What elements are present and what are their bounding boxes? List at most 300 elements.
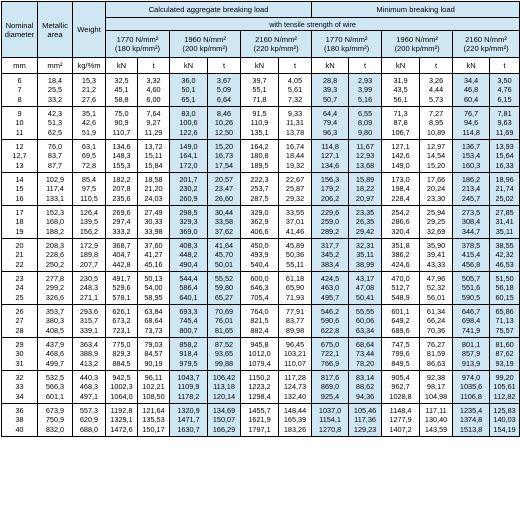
table-cell xyxy=(382,371,420,404)
table-cell xyxy=(382,272,420,305)
cell-value: 7,32 xyxy=(287,94,303,104)
cell-value: 962,7 xyxy=(391,382,410,392)
table-cell xyxy=(420,404,453,437)
table-cell xyxy=(73,338,106,371)
cell-value: 884,5 xyxy=(112,358,131,368)
cell-value: 50,13 xyxy=(144,273,163,283)
cell-value: 857,9 xyxy=(461,349,481,359)
cell-value: 20,24 xyxy=(426,184,446,194)
table-cell xyxy=(490,74,520,107)
cell-value: 25,94 xyxy=(426,207,446,217)
table-cell xyxy=(73,272,106,305)
cell-value: 173,0 xyxy=(391,174,410,184)
cell-value: 81,65 xyxy=(214,325,234,335)
cell-value: 122,6 xyxy=(179,127,198,137)
cell-value: 27 xyxy=(15,316,24,326)
table-cell xyxy=(279,173,312,206)
cell-value: 41,64 xyxy=(214,240,234,250)
table-cell xyxy=(38,140,73,173)
table-cell xyxy=(170,371,208,404)
cell-value: 15,20 xyxy=(426,160,446,170)
cell-value: 351,8 xyxy=(391,240,410,250)
cell-value: 112,82 xyxy=(493,391,516,401)
cell-value: 26 xyxy=(15,306,24,316)
cell-value: 640,1 xyxy=(179,292,198,302)
cell-value: 1223,2 xyxy=(248,382,271,392)
cell-value: 15,11 xyxy=(144,151,163,161)
cell-value: 183,26 xyxy=(283,424,307,434)
cell-value: 35,11 xyxy=(356,250,374,260)
cell-value: 490,4 xyxy=(179,259,198,269)
cell-value: 317,7 xyxy=(320,240,340,250)
cell-value: 566,3 xyxy=(45,382,65,392)
cell-value: 50,01 xyxy=(214,259,234,269)
cell-value: 106,42 xyxy=(212,372,236,382)
cell-value: 188,2 xyxy=(45,226,65,236)
cell-value: 148,44 xyxy=(283,405,307,415)
cell-value: 45,70 xyxy=(214,250,234,260)
cell-value: 10,26 xyxy=(214,118,234,128)
cell-value: 59,80 xyxy=(214,283,234,293)
table-cell xyxy=(241,239,279,272)
table-cell xyxy=(279,239,312,272)
table-cell xyxy=(138,173,170,206)
cell-value: 298,5 xyxy=(179,207,198,217)
cell-value: 55,55 xyxy=(355,306,375,316)
table-row xyxy=(2,107,520,140)
grade-strength-kp: (220 kp/mm²) xyxy=(463,44,509,53)
cell-value: 45,16 xyxy=(144,259,163,269)
cell-value: 18,4 xyxy=(47,75,63,85)
table-cell xyxy=(490,371,520,404)
cell-value: 63,84 xyxy=(144,306,163,316)
cell-value: 1035,6 xyxy=(459,382,483,392)
cell-value: 228,6 xyxy=(45,250,65,260)
cell-value: 69,5 xyxy=(81,151,97,161)
table-cell xyxy=(453,404,490,437)
cell-value: 96,45 xyxy=(285,339,305,349)
cell-value: 89,98 xyxy=(285,325,305,335)
cell-value: 821,5 xyxy=(250,316,269,326)
table-cell xyxy=(106,206,138,239)
cell-value: 51,9 xyxy=(81,127,97,137)
cell-value: 133,1 xyxy=(45,193,65,203)
cell-value: 108,50 xyxy=(142,391,165,401)
unit-cell: t xyxy=(208,58,241,74)
table-cell xyxy=(106,107,138,140)
cell-value: 646,7 xyxy=(461,306,481,316)
cell-value: 3,32 xyxy=(146,75,161,85)
cell-value: 404,7 xyxy=(112,250,131,260)
table-row xyxy=(2,272,520,305)
table-cell xyxy=(38,338,73,371)
cell-value: 70,69 xyxy=(214,306,234,316)
cell-value: 1043,7 xyxy=(177,372,200,382)
table-cell xyxy=(2,371,38,404)
table-cell xyxy=(2,74,38,107)
cell-value: 23,30 xyxy=(426,193,446,203)
cell-value: 56,18 xyxy=(495,283,514,293)
cell-value: 1298,4 xyxy=(248,391,271,401)
cell-value: 207,7 xyxy=(79,259,99,269)
cell-value: 18,58 xyxy=(144,174,163,184)
cell-value: 70,36 xyxy=(426,325,446,335)
cell-value: 36 xyxy=(15,405,24,415)
cell-value: 1621,9 xyxy=(248,415,271,425)
cell-value: 491,7 xyxy=(112,273,131,283)
cell-value: 63,1 xyxy=(81,141,97,151)
cell-value: 73,44 xyxy=(355,349,375,359)
cell-value: 1630,7 xyxy=(177,424,200,434)
table-cell xyxy=(38,206,73,239)
cell-value: 29,25 xyxy=(426,217,446,227)
grade-strength-kp: (200 kp/mm²) xyxy=(394,44,440,53)
cell-value: 51,3 xyxy=(47,118,63,128)
cell-value: 741,9 xyxy=(461,325,481,335)
cell-value: 68,64 xyxy=(355,339,375,349)
table-cell xyxy=(170,272,208,305)
cell-value: 43,5 xyxy=(393,85,408,95)
cell-value: 35,1 xyxy=(81,108,97,118)
cell-value: 81,60 xyxy=(495,339,514,349)
table-cell xyxy=(279,371,312,404)
table-cell xyxy=(420,338,453,371)
table-cell xyxy=(453,338,490,371)
cell-value: 529,6 xyxy=(112,283,131,293)
cell-value: 23,47 xyxy=(214,184,234,194)
cell-value: 87,52 xyxy=(214,339,234,349)
unit-cell: kN xyxy=(453,58,490,74)
cell-value: 801,1 xyxy=(461,339,481,349)
cell-value: 557,3 xyxy=(79,405,99,415)
cell-value: 28,8 xyxy=(322,75,338,85)
table-cell xyxy=(208,272,241,305)
cell-value: 136,7 xyxy=(461,141,481,151)
cell-value: 586,4 xyxy=(179,283,198,293)
cell-value: 1407,2 xyxy=(389,424,412,434)
cell-value: 71,8 xyxy=(252,94,267,104)
cell-value: 6,64 xyxy=(216,94,232,104)
table-cell xyxy=(312,74,349,107)
table-cell xyxy=(349,173,382,206)
table-cell xyxy=(2,272,38,305)
header-calculated-group-label: Calculated aggregate breaking load xyxy=(148,5,269,14)
cell-value: 8,95 xyxy=(428,118,444,128)
cell-value: 1471,7 xyxy=(177,415,200,425)
cell-value: 5,09 xyxy=(216,85,232,95)
table-cell xyxy=(208,206,241,239)
cell-value: 156,2 xyxy=(79,226,99,236)
cell-value: 329,3 xyxy=(179,217,198,227)
table-cell xyxy=(38,305,73,338)
cell-value: 273,5 xyxy=(461,207,481,217)
grade-strength: 1770 N/mm² xyxy=(325,35,368,44)
grade-strength: 1770 N/mm² xyxy=(116,35,159,44)
cell-value: 1109,9 xyxy=(177,382,200,392)
cell-value: 649,2 xyxy=(391,316,410,326)
cell-value: 39,41 xyxy=(426,250,446,260)
cell-value: 38,55 xyxy=(495,240,514,250)
cell-value: 198,4 xyxy=(391,184,410,194)
table-cell xyxy=(38,272,73,305)
table-cell xyxy=(170,173,208,206)
unit-cell: t xyxy=(138,58,170,74)
cell-value: 4,44 xyxy=(428,85,444,95)
cell-value: 93,19 xyxy=(495,358,514,368)
cell-value: 858,2 xyxy=(179,339,198,349)
table-cell xyxy=(73,107,106,140)
cell-value: 12,50 xyxy=(214,127,234,137)
cell-value: 110,5 xyxy=(80,193,98,203)
cell-value: 1320,9 xyxy=(177,405,200,415)
table-cell xyxy=(490,173,520,206)
cell-value: 94,6 xyxy=(463,118,479,128)
table-row xyxy=(2,239,520,272)
cell-value: 378,5 xyxy=(461,240,481,250)
cell-value: 7 xyxy=(17,85,22,95)
cell-value: 6,15 xyxy=(497,94,512,104)
table-cell xyxy=(279,404,312,437)
unit-cell: mm² xyxy=(38,58,73,74)
cell-value: 31 xyxy=(15,358,24,368)
table-cell xyxy=(420,305,453,338)
cell-value: 11,29 xyxy=(144,127,163,137)
grade-header xyxy=(170,31,241,58)
table-cell xyxy=(312,173,349,206)
grade-header xyxy=(312,31,382,58)
table-cell xyxy=(490,140,520,173)
cell-value: 71,3 xyxy=(393,108,408,118)
table-cell xyxy=(208,338,241,371)
cell-value: 297,4 xyxy=(112,217,131,227)
cell-value: 344,7 xyxy=(461,226,481,236)
cell-value: 134,6 xyxy=(320,160,340,170)
cell-value: 79,4 xyxy=(322,118,338,128)
cell-value: 345,2 xyxy=(320,250,340,260)
cell-value: 942,5 xyxy=(112,372,131,382)
cell-value: 817,6 xyxy=(320,372,340,382)
table-cell xyxy=(38,239,73,272)
cell-value: 9 xyxy=(17,108,22,118)
cell-value: 61,18 xyxy=(285,273,305,283)
table-cell xyxy=(170,74,208,107)
cell-value: 14 xyxy=(15,174,24,184)
table-cell xyxy=(420,74,453,107)
cell-value: 8,09 xyxy=(357,118,373,128)
cell-value: 1277,9 xyxy=(389,415,412,425)
unit-cell: kg/%m xyxy=(73,58,106,74)
cell-value: 32,5 xyxy=(114,75,129,85)
cell-value: 13,72 xyxy=(144,141,163,151)
cell-value: 1154,1 xyxy=(319,415,341,425)
table-cell xyxy=(73,239,106,272)
grade-header xyxy=(241,31,312,58)
cell-value: 6,55 xyxy=(357,108,373,118)
table-cell xyxy=(38,74,73,107)
table-cell xyxy=(138,404,170,437)
cell-value: 152,3 xyxy=(45,207,65,217)
cell-value: 15,84 xyxy=(144,160,163,170)
cell-value: 24,03 xyxy=(144,193,163,203)
table-cell xyxy=(312,206,349,239)
cell-value: 299,2 xyxy=(45,283,65,293)
cell-value: 88,62 xyxy=(355,382,375,392)
cell-value: 87,62 xyxy=(495,349,514,359)
cell-value: 277,8 xyxy=(45,273,65,283)
cell-value: 33,2 xyxy=(47,94,63,104)
cell-value: 750,9 xyxy=(45,415,65,425)
cell-value: 150,17 xyxy=(142,424,165,434)
table-cell xyxy=(208,305,241,338)
cell-value: 189,8 xyxy=(79,250,99,260)
cell-value: 96,11 xyxy=(144,372,163,382)
table-cell xyxy=(453,305,490,338)
cell-value: 2,93 xyxy=(357,75,373,85)
cell-value: 1513,8 xyxy=(459,424,483,434)
cell-value: 32,69 xyxy=(426,226,446,236)
grade-strength-kp: (180 kp/mm²) xyxy=(114,44,161,53)
cell-value: 698,4 xyxy=(461,316,481,326)
unit-cell: t xyxy=(490,58,520,74)
cell-value: 39,3 xyxy=(322,85,338,95)
table-cell xyxy=(138,338,170,371)
cell-value: 925,4 xyxy=(320,391,340,401)
header-minimum-group-label: Minimum breaking load xyxy=(376,5,455,14)
cell-value: 155,3 xyxy=(112,160,131,170)
table-cell xyxy=(106,338,138,371)
table-cell xyxy=(382,404,420,437)
cell-value: 499,7 xyxy=(45,358,65,368)
cell-value: 646,3 xyxy=(250,283,269,293)
cell-value: 551,6 xyxy=(461,283,481,293)
table-cell xyxy=(241,140,279,173)
cell-value: 213,4 xyxy=(461,184,481,194)
cell-value: 114,8 xyxy=(321,141,339,151)
cell-value: 3,50 xyxy=(497,75,512,85)
table-cell xyxy=(349,206,382,239)
cell-value: 166,29 xyxy=(212,424,236,434)
cell-value: 34,4 xyxy=(463,75,479,85)
table-row xyxy=(2,371,520,404)
cell-value: 10,89 xyxy=(426,127,446,137)
cell-value: 117,28 xyxy=(284,372,306,382)
cell-value: 92,38 xyxy=(426,372,446,382)
cell-value: 722,1 xyxy=(320,349,340,359)
table-row xyxy=(2,404,520,437)
cell-value: 693,3 xyxy=(179,306,198,316)
table-cell xyxy=(241,272,279,305)
table-cell xyxy=(106,305,138,338)
table-cell xyxy=(420,371,453,404)
cell-value: 117,36 xyxy=(354,415,376,425)
table-cell xyxy=(106,74,138,107)
cell-value: 463,0 xyxy=(320,283,340,293)
table-cell xyxy=(382,107,420,140)
cell-value: 235,6 xyxy=(112,193,131,203)
cell-value: 65,86 xyxy=(495,306,514,316)
cell-value: 127,1 xyxy=(320,151,340,161)
header-nominal-diameter xyxy=(2,2,38,58)
cell-value: 37,60 xyxy=(144,240,163,250)
table-cell xyxy=(312,404,349,437)
cell-value: 47,08 xyxy=(355,283,375,293)
table-cell xyxy=(453,272,490,305)
header-weight-label: Weight xyxy=(77,25,101,34)
table-cell xyxy=(382,140,420,173)
cell-value: 23,35 xyxy=(355,207,375,217)
cell-value: 590,5 xyxy=(461,292,481,302)
cell-value: 18 xyxy=(15,217,24,227)
cell-value: 126,4 xyxy=(79,207,99,217)
table-cell xyxy=(312,338,349,371)
cell-value: 207,8 xyxy=(112,184,131,194)
header-minimum-group xyxy=(312,2,520,18)
cell-value: 544,4 xyxy=(179,273,198,283)
cell-value: 11,69 xyxy=(495,127,514,137)
cell-value: 21,2 xyxy=(81,85,97,95)
cell-value: 27,49 xyxy=(144,207,163,217)
cell-value: 77,91 xyxy=(285,306,305,316)
cell-value: 73,73 xyxy=(144,325,163,335)
cell-value: 164,1 xyxy=(179,151,198,161)
table-cell xyxy=(490,305,520,338)
breaking-load-table xyxy=(1,1,520,437)
cell-value: 139,5 xyxy=(79,217,99,227)
cell-value: 705,4 xyxy=(250,292,269,302)
cell-value: 172,0 xyxy=(179,160,198,170)
table-cell xyxy=(138,140,170,173)
cell-value: 286,6 xyxy=(391,217,410,227)
grade-strength-kp: (200 kp/mm²) xyxy=(182,44,228,53)
table-cell xyxy=(241,206,279,239)
cell-value: 339,1 xyxy=(79,325,99,335)
cell-value: 4,60 xyxy=(146,85,161,95)
table-cell xyxy=(279,140,312,173)
cell-value: 20 xyxy=(15,240,24,250)
table-cell xyxy=(382,74,420,107)
cell-value: 918,4 xyxy=(179,349,198,359)
table-cell xyxy=(170,107,208,140)
table-cell xyxy=(241,305,279,338)
cell-value: 775,0 xyxy=(112,339,131,349)
cell-value: 96,3 xyxy=(322,127,338,137)
cell-value: 1012,0 xyxy=(248,349,271,359)
table-cell xyxy=(73,305,106,338)
header-tensile-strength-label: with tensile strength of wire xyxy=(269,19,356,29)
header-tensile-strength xyxy=(106,18,520,31)
cell-value: 33,58 xyxy=(214,217,234,227)
table-cell xyxy=(106,272,138,305)
table-cell xyxy=(38,371,73,404)
cell-value: 76,0 xyxy=(47,141,63,151)
table-cell xyxy=(138,74,170,107)
cell-value: 180,8 xyxy=(250,151,269,161)
cell-value: 832,0 xyxy=(45,424,65,434)
cell-value: 8 xyxy=(17,94,22,104)
cell-value: 51,50 xyxy=(495,273,514,283)
cell-value: 424,6 xyxy=(391,259,410,269)
cell-value: 78,20 xyxy=(355,358,375,368)
cell-value: 7,64 xyxy=(146,108,161,118)
unit-cell: kN xyxy=(382,58,420,74)
grade-strength: 2160 N/mm² xyxy=(465,35,507,44)
table-cell xyxy=(279,107,312,140)
table-cell xyxy=(208,74,241,107)
cell-value: 149,0 xyxy=(179,141,198,151)
cell-value: 437,9 xyxy=(45,339,65,349)
cell-value: 168,0 xyxy=(45,217,65,227)
cell-value: 47,96 xyxy=(426,273,446,283)
